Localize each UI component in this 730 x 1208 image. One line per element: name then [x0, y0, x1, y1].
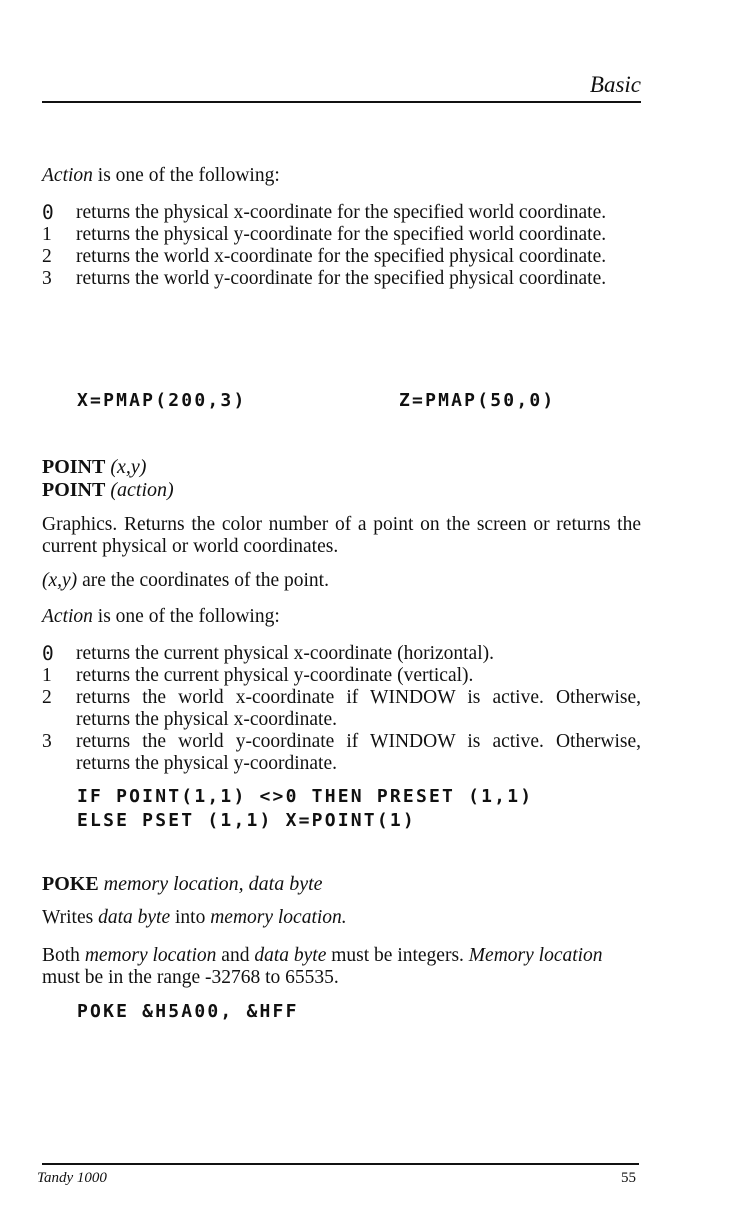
- pmap-action-rest: is one of the following:: [92, 165, 280, 186]
- poke-description: [42, 945, 641, 989]
- item-number: 0: [42, 642, 54, 665]
- xy-label: (x,y): [42, 570, 78, 591]
- item-text: returns the world x-coordinate for the specified physical coordinate.: [76, 246, 607, 267]
- poke-syntax: [42, 873, 323, 896]
- item-number: 1: [42, 665, 52, 686]
- poke-example: POKE &H5A00, &HFF: [77, 1001, 299, 1022]
- item-number: 2: [42, 687, 52, 708]
- point-args: (x,y): [110, 456, 147, 478]
- list-item: [42, 202, 641, 224]
- pmap-example-2: Z=PMAP(50,0): [399, 390, 556, 411]
- item-text: returns the physical y-coordinate for the specified world coordinate.: [76, 224, 607, 245]
- footer-rule: [42, 1163, 639, 1165]
- text-run: memory location: [84, 945, 217, 966]
- text-run: into: [170, 907, 211, 928]
- point-action-intro: [42, 606, 641, 628]
- item-number: 2: [42, 246, 52, 267]
- item-number: 3: [42, 731, 52, 752]
- text-run: must be in the range -32768 to 65535.: [42, 967, 339, 988]
- text-run: memory location.: [210, 907, 347, 928]
- text-run: data byte: [98, 907, 171, 928]
- page-number: 55: [621, 1170, 636, 1186]
- header-rule: [42, 101, 641, 103]
- text-run: Memory location: [468, 945, 603, 966]
- xy-rest: are the coordinates of the point.: [77, 570, 329, 591]
- point-description: Graphics. Returns the color number of a point on the screen or returns the current physical or world coordinates.: [42, 514, 641, 557]
- text-run: must be integers.: [326, 945, 469, 966]
- list-item: [42, 268, 641, 290]
- item-text: returns the current physical y-coordinate (vertical).: [76, 665, 474, 686]
- point-args: (action): [110, 479, 174, 501]
- pmap-action-intro: [42, 165, 641, 187]
- text-run: and: [216, 945, 255, 966]
- pmap-example-1: X=PMAP(200,3): [77, 390, 247, 411]
- point-action-rest: is one of the following:: [92, 606, 280, 627]
- item-text: returns the current physical x-coordinate (horizontal).: [76, 643, 495, 664]
- text-run: data byte: [254, 945, 327, 966]
- point-syntax-2: [42, 479, 174, 502]
- point-xy-note: [42, 570, 641, 592]
- point-example-line-1: IF POINT(1,1) <>0 THEN PRESET (1,1): [77, 786, 534, 807]
- poke-writes: [42, 907, 641, 929]
- poke-keyword: POKE: [42, 873, 99, 895]
- section-title: Basic: [589, 72, 641, 97]
- point-action-label: Action: [42, 606, 93, 627]
- list-item: [42, 731, 641, 775]
- item-number: 0: [42, 201, 54, 224]
- item-number: 3: [42, 268, 52, 289]
- pmap-action-list: [42, 202, 641, 290]
- point-keyword: POINT: [42, 479, 106, 501]
- item-text: returns the world y-coordinate for the specified physical coordinate.: [76, 268, 607, 289]
- list-item: [42, 665, 641, 687]
- list-item: [42, 224, 641, 246]
- text-run: Both: [42, 945, 85, 966]
- list-item: [42, 687, 641, 731]
- item-text: returns the physical x-coordinate for the specified world coordinate.: [76, 202, 607, 223]
- point-keyword: POINT: [42, 456, 106, 478]
- footer-book-title: Tandy 1000: [37, 1170, 107, 1186]
- pmap-action-label: Action: [42, 165, 93, 186]
- item-text: returns the world y-coordinate if WINDOW is active. Otherwise, returns the physical y-coordinate.: [76, 731, 641, 774]
- point-action-list: [42, 643, 641, 775]
- poke-args: memory location, data byte: [103, 873, 323, 895]
- item-text: returns the world x-coordinate if WINDOW is active. Otherwise, returns the physical x-coordinate.: [76, 687, 641, 730]
- list-item: [42, 643, 641, 665]
- text-run: Writes: [42, 907, 99, 928]
- point-example-line-2: ELSE PSET (1,1) X=POINT(1): [77, 810, 416, 831]
- item-number: 1: [42, 224, 52, 245]
- point-syntax-1: [42, 456, 146, 479]
- list-item: [42, 246, 641, 268]
